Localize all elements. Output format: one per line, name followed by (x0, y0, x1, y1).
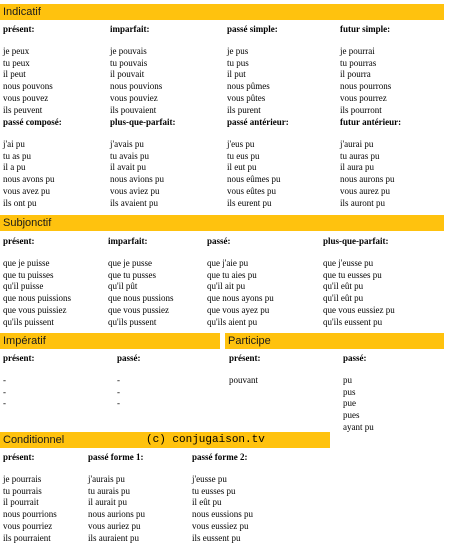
conjugation-line: nous eûmes pu (227, 174, 281, 185)
conjugation-line: il pouvait (110, 69, 145, 80)
conjugation-line: qu'ils puissent (3, 316, 54, 327)
conjugation-line: vous pourriez (3, 520, 53, 531)
tense-column (3, 353, 35, 410)
tense-column (3, 117, 62, 210)
tense-header: plus-que-parfait: (323, 236, 389, 246)
conjugation-line: qu'il eût pu (323, 293, 364, 304)
conjugation-line: il peut (3, 69, 26, 80)
conjugation-line: qu'ils eussent pu (323, 316, 383, 327)
conjugation-line: que vous pussiez (108, 304, 169, 315)
conjugation-line: j'avais pu (110, 138, 144, 149)
tense-column (110, 117, 176, 210)
conjugation-line: ils auraient pu (88, 532, 139, 543)
conjugation-line: qu'il pût (108, 281, 138, 292)
tense-header: passé simple: (227, 24, 278, 34)
conjugation-line: - (3, 374, 6, 385)
conjugation-line: que nous ayons pu (207, 293, 274, 304)
tense-column (207, 236, 274, 329)
section-title-imperatif: Impératif (0, 333, 220, 349)
conjugation-line: nous pouvions (110, 81, 163, 92)
conjugation-line: qu'il eût pu (323, 281, 364, 292)
conjugation-line: ils auront pu (340, 197, 385, 208)
tense-header: futur antérieur: (340, 117, 402, 127)
tense-column (108, 236, 174, 329)
conjugation-line: nous eussions pu (192, 509, 254, 520)
conjugation-line: ils pourraient (3, 532, 51, 543)
conjugation-line: pus (343, 386, 356, 397)
tense-header: futur simple: (340, 24, 391, 34)
conjugation-line: j'ai pu (3, 138, 25, 149)
tense-column (3, 24, 53, 117)
conjugation-line: - (3, 386, 6, 397)
tense-header: présent: (3, 452, 35, 462)
conjugation-line: que nous pussions (108, 293, 174, 304)
conjugation-line: tu eus pu (227, 150, 260, 161)
tense-header: présent: (3, 24, 35, 34)
conjugation-line: que vous eussiez pu (323, 304, 395, 315)
conjugation-line: tu pus (227, 57, 249, 68)
conjugation-line: ils peuvent (3, 104, 43, 115)
conjugation-line: nous pouvons (3, 81, 53, 92)
conjugation-line: je pourrais (3, 473, 42, 484)
conjugation-line: que j'eusse pu (323, 257, 374, 268)
conjugation-line: qu'ils aient pu (207, 316, 258, 327)
conjugation-line: il pourrait (3, 497, 39, 508)
conjugation-line: - (117, 386, 120, 397)
conjugation-line: vous eussiez pu (192, 520, 249, 531)
copyright-text: (c) conjugaison.tv (146, 434, 265, 446)
section-title-conditionnel: Conditionnel (0, 432, 330, 448)
conjugation-line: je pouvais (110, 45, 147, 56)
conjugation-line: qu'il puisse (3, 281, 44, 292)
conjugation-line: ils purent (227, 104, 261, 115)
tense-column (88, 452, 145, 545)
conjugation-line: pue (343, 398, 356, 409)
tense-header: passé antérieur: (227, 117, 289, 127)
conjugation-line: nous pourrions (3, 509, 57, 520)
conjugation-line: nous aurions pu (88, 509, 145, 520)
tense-header: imparfait: (110, 24, 150, 34)
conjugation-line: je peux (3, 45, 30, 56)
conjugation-line: pouvant (229, 374, 258, 385)
conjugation-line: il eût pu (192, 497, 222, 508)
conjugation-line: j'aurai pu (340, 138, 374, 149)
tense-header: passé: (207, 236, 231, 246)
conjugation-line: vous pouvez (3, 92, 49, 103)
conjugation-line: que vous puissiez (3, 304, 67, 315)
conjugation-line: - (3, 398, 6, 409)
conjugation-line: ils ont pu (3, 197, 37, 208)
tense-column (117, 353, 141, 410)
tense-column (227, 24, 278, 117)
conjugation-line: j'eus pu (227, 138, 255, 149)
conjugation-line: vous aurez pu (340, 185, 390, 196)
tense-column (192, 452, 253, 545)
conjugation-line: que tu puisses (3, 269, 54, 280)
conjugation-line: tu aurais pu (88, 485, 130, 496)
conjugation-line: vous avez pu (3, 185, 50, 196)
conjugation-line: il avait pu (110, 162, 146, 173)
section-title-indicatif: Indicatif (0, 4, 444, 20)
conjugation-line: tu pouvais (110, 57, 148, 68)
tense-column (340, 24, 391, 117)
conjugation-line: nous pûmes (227, 81, 270, 92)
conjugation-line: que nous puissions (3, 293, 72, 304)
conjugation-line: pues (343, 410, 360, 421)
conjugation-line: tu pourras (340, 57, 377, 68)
conjugation-line: tu avais pu (110, 150, 149, 161)
conjugation-line: ils avaient pu (110, 197, 158, 208)
conjugation-line: que j'aie pu (207, 257, 249, 268)
conjugation-line: - (117, 398, 120, 409)
section-title-subjonctif: Subjonctif (0, 215, 444, 231)
conjugation-line: tu as pu (3, 150, 31, 161)
conjugation-line: que tu aies pu (207, 269, 257, 280)
tense-column (323, 236, 395, 329)
tense-column (110, 24, 162, 117)
conjugation-line: pu (343, 374, 352, 385)
conjugation-line: tu peux (3, 57, 30, 68)
conjugation-line: ils eurent pu (227, 197, 272, 208)
conjugation-line: vous pourrez (340, 92, 387, 103)
conjugation-line: qu'ils pussent (108, 316, 157, 327)
conjugation-line: vous eûtes pu (227, 185, 276, 196)
tense-header: passé forme 2: (192, 452, 248, 462)
conjugation-line: il eut pu (227, 162, 257, 173)
tense-column (343, 353, 374, 434)
conjugation-line: ils pouvaient (110, 104, 157, 115)
conjugation-line: ils pourront (340, 104, 382, 115)
conjugation-line: que tu eusses pu (323, 269, 382, 280)
tense-header: présent: (3, 353, 35, 363)
tense-column (229, 353, 261, 387)
conjugation-line: nous aurons pu (340, 174, 395, 185)
conjugation-line: vous aviez pu (110, 185, 160, 196)
conjugation-line: j'aurais pu (88, 473, 125, 484)
conjugation-line: nous avons pu (3, 174, 55, 185)
conjugation-line: il put (227, 69, 246, 80)
tense-header: passé forme 1: (88, 452, 144, 462)
tense-header: passé: (117, 353, 141, 363)
conjugation-line: il a pu (3, 162, 26, 173)
conjugation-line: vous auriez pu (88, 520, 141, 531)
tense-header: passé: (343, 353, 367, 363)
tense-header: plus-que-parfait: (110, 117, 176, 127)
conjugation-line: il aura pu (340, 162, 374, 173)
tense-header: présent: (3, 236, 35, 246)
tense-header: présent: (229, 353, 261, 363)
conjugation-line: qu'il ait pu (207, 281, 246, 292)
conjugation-line: tu pourrais (3, 485, 42, 496)
conjugation-line: que je pusse (108, 257, 152, 268)
tense-column (3, 236, 71, 329)
conjugation-line: tu eusses pu (192, 485, 236, 496)
conjugation-line: que je puisse (3, 257, 50, 268)
conjugation-line: je pourrai (340, 45, 375, 56)
conjugation-line: que vous ayez pu (207, 304, 270, 315)
conjugation-line: nous pourrons (340, 81, 392, 92)
conjugation-line: nous avions pu (110, 174, 164, 185)
conjugation-line: il pourra (340, 69, 371, 80)
tense-column (340, 117, 401, 210)
conjugation-line: vous pouviez (110, 92, 158, 103)
conjugation-line: ils eussent pu (192, 532, 241, 543)
conjugation-line: vous pûtes (227, 92, 266, 103)
conjugation-line: je pus (227, 45, 249, 56)
conjugation-line: j'eusse pu (192, 473, 227, 484)
conjugation-line: tu auras pu (340, 150, 380, 161)
tense-column (3, 452, 57, 545)
tense-header: passé composé: (3, 117, 62, 127)
conjugation-line: que tu pusses (108, 269, 156, 280)
conjugation-line: ayant pu (343, 421, 374, 432)
section-title-participe: Participe (225, 333, 444, 349)
tense-header: imparfait: (108, 236, 148, 246)
conjugation-line: il aurait pu (88, 497, 127, 508)
conjugation-line: - (117, 374, 120, 385)
tense-column (227, 117, 289, 210)
